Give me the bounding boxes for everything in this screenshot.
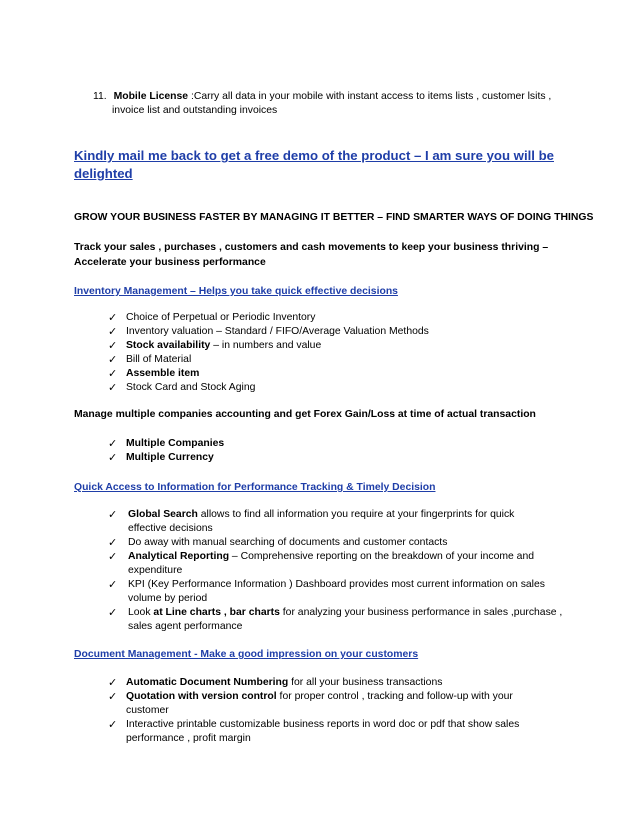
list-number: 11. — [93, 91, 107, 102]
checkmark-icon: ✓ — [108, 353, 118, 366]
item-text: expenditure — [128, 565, 183, 576]
item-bold-text: Multiple Currency — [126, 452, 214, 463]
checkmark-icon: ✓ — [108, 690, 118, 703]
inventory-item — [126, 353, 191, 367]
item-text: performance , profit margin — [126, 733, 251, 744]
document-item — [126, 676, 442, 690]
item-text: Bill of Material — [126, 354, 192, 365]
multi-item — [126, 437, 224, 451]
item-bold-text: Automatic Document Numbering — [126, 677, 289, 688]
item-text: KPI (Key Performance Information ) Dashboard provides most current information on sales — [128, 579, 545, 590]
item-text: for analyzing your business performance in sales ,purchase , — [279, 607, 563, 618]
item-bold-text: Analytical Reporting — [128, 551, 230, 562]
checkmark-icon: ✓ — [108, 325, 118, 338]
item-text: – in numbers and value — [210, 340, 322, 351]
item-bold-text: Quotation with version control — [126, 691, 277, 702]
document-item — [126, 718, 519, 732]
list-item-11-cont: invoice list and outstanding invoices — [112, 105, 278, 116]
checkmark-icon: ✓ — [108, 311, 118, 324]
checkmark-icon: ✓ — [108, 508, 118, 521]
item-text: Choice of Perpetual or Periodic Inventory — [126, 312, 316, 323]
quick-access-item-cont — [128, 620, 242, 634]
inventory-item — [126, 367, 199, 381]
list-item-11 — [93, 90, 551, 103]
document-item-cont — [126, 732, 251, 746]
checkmark-icon: ✓ — [108, 451, 118, 464]
item-text: Interactive printable customizable business reports in word doc or pdf that show sales — [126, 719, 520, 730]
inventory-item — [126, 325, 429, 339]
quick-access-heading[interactable]: Quick Access to Information for Performance Tracking & Timely Decision — [74, 482, 436, 493]
item-text: effective decisions — [128, 523, 213, 534]
grow-heading: GROW YOUR BUSINESS FASTER BY MANAGING IT BETTER – FIND SMARTER WAYS OF DOING THINGS — [74, 212, 594, 223]
item-text: sales agent performance — [128, 621, 243, 632]
quick-access-item-cont — [128, 592, 207, 606]
mobile-license-label: Mobile License — [113, 91, 189, 102]
inventory-item — [126, 381, 255, 395]
item-text: for all your business transactions — [288, 677, 443, 688]
quick-access-item — [128, 550, 534, 564]
quick-access-item — [128, 536, 447, 550]
track-line2: Accelerate your business performance — [74, 257, 266, 268]
item-bold-text: at Line charts , bar charts — [153, 607, 280, 618]
item-bold-text: Assemble item — [126, 368, 200, 379]
item-text: Inventory valuation – Standard / FIFO/Average Valuation Methods — [126, 326, 429, 337]
inventory-item — [126, 311, 315, 325]
item-bold-text: Stock availability — [126, 340, 211, 351]
document-item-cont — [126, 704, 169, 718]
item-text: for proper control , tracking and follow-up with your — [276, 691, 513, 702]
item-text: Do away with manual searching of documents and customer contacts — [128, 537, 448, 548]
checkmark-icon: ✓ — [108, 550, 118, 563]
item-text: Stock Card and Stock Aging — [126, 382, 256, 393]
quick-access-item — [128, 578, 545, 592]
checkmark-icon: ✓ — [108, 536, 118, 549]
multi-company-heading: Manage multiple companies accounting and get Forex Gain/Loss at time of actual transaction — [74, 409, 536, 420]
checkmark-icon: ✓ — [108, 367, 118, 380]
checkmark-icon: ✓ — [108, 676, 118, 689]
inventory-item — [126, 339, 321, 353]
checkmark-icon: ✓ — [108, 339, 118, 352]
track-line1: Track your sales , purchases , customers and cash movements to keep your business thriving – — [74, 242, 549, 253]
demo-link-line2[interactable]: delighted — [74, 166, 133, 181]
item-text: volume by period — [128, 593, 208, 604]
checkmark-icon: ✓ — [108, 578, 118, 591]
quick-access-item — [128, 508, 514, 522]
document-management-heading[interactable]: Document Management - Make a good impression on your customers — [74, 649, 419, 660]
multi-item — [126, 451, 214, 465]
item-bold-text: Multiple Companies — [126, 438, 225, 449]
checkmark-icon: ✓ — [108, 381, 118, 394]
demo-link-line1[interactable]: Kindly mail me back to get a free demo of the product – I am sure you will be — [74, 148, 554, 163]
item-bold-text: Global Search — [128, 509, 198, 520]
checkmark-icon: ✓ — [108, 718, 118, 731]
item-text: Look — [128, 607, 154, 618]
item-text: – Comprehensive reporting on the breakdown of your income and — [229, 551, 535, 562]
quick-access-item — [128, 606, 562, 620]
document-item — [126, 690, 513, 704]
inventory-heading[interactable]: Inventory Management – Helps you take quick effective decisions — [74, 286, 398, 297]
quick-access-item-cont — [128, 522, 213, 536]
checkmark-icon: ✓ — [108, 437, 118, 450]
checkmark-icon: ✓ — [108, 606, 118, 619]
mobile-license-text: :Carry all data in your mobile with instant access to items lists , customer lsits , — [188, 91, 552, 102]
item-text: allows to find all information you require at your fingerprints for quick — [197, 509, 515, 520]
quick-access-item-cont — [128, 564, 182, 578]
item-text: customer — [126, 705, 169, 716]
